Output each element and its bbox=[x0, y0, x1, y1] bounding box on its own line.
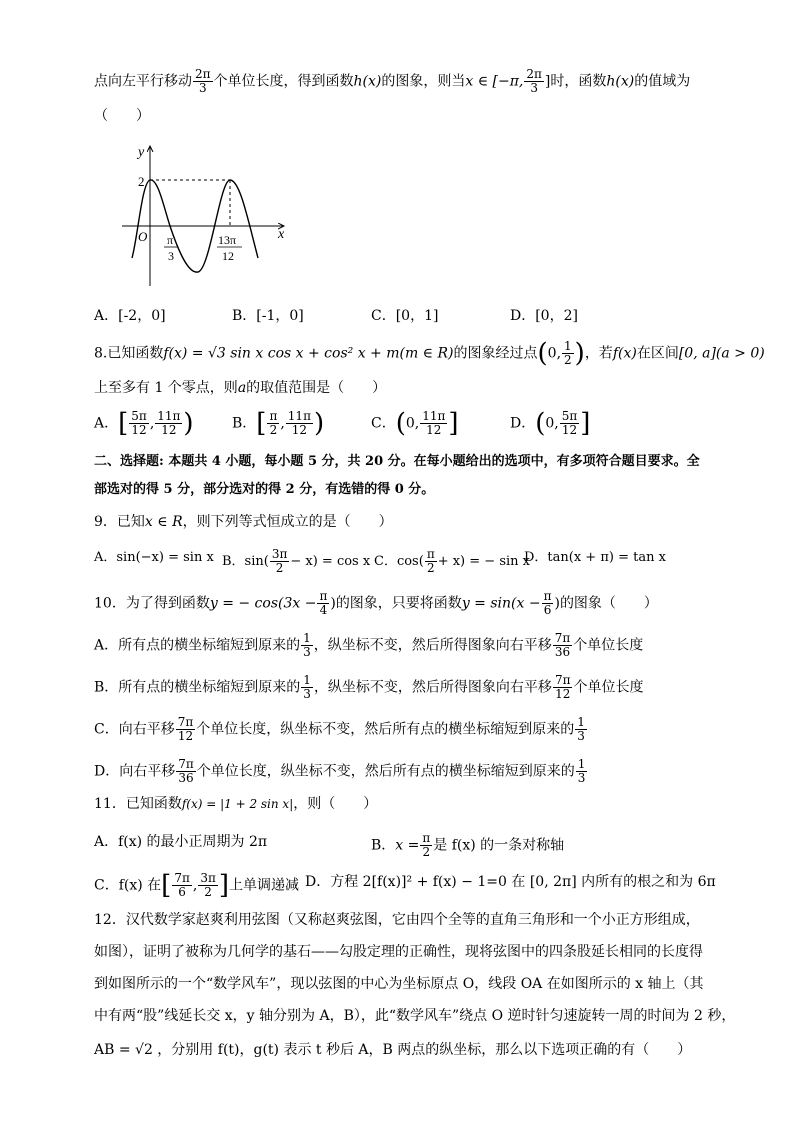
q12-line1: 12．汉代数学家赵爽利用弦图（又称赵爽弦图，它由四个全等的直角三角形和一个小正方形组成， bbox=[94, 912, 700, 928]
q12-line5: AB = √2 ，分别用 f(t)，g(t) 表示 t 秒后 A，B 两点的纵坐标，那么以下选项正确的有（ ） bbox=[94, 1042, 692, 1058]
q7-option-b[interactable]: B．[-1，0] bbox=[232, 308, 304, 324]
x-tick-13pi12-num: 13π bbox=[218, 233, 237, 247]
y-axis-label: y bbox=[138, 145, 145, 160]
q11-option-d[interactable]: D．方程 2[f(x)]² + f(x) − 1=0 在 [0, 2π] 内所有的根之和为 6π bbox=[305, 874, 716, 890]
q11-option-c[interactable]: C．f(x) 在[ $\frac{7\pi}{6}$ , $\frac{3\pi}{2}$ ]上单调递减 bbox=[94, 870, 299, 901]
q10-option-d[interactable]: D．向右平移 $\frac{7\pi}{36}$ 个单位长度，纵坐标不变，然后所有点的横坐标缩短到原来的 $\frac{1}{3}$ bbox=[94, 757, 586, 785]
origin-label: O bbox=[138, 229, 148, 244]
q12-line3: 到如图所示的一个“数学风车”，现以弦图的中心为坐标原点 O，线段 OA 在如图所示的 x 轴上（其 bbox=[94, 976, 704, 992]
section2-instructions-line2: 部选对的得 5 分，部分选对的得 2 分，有选错的得 0 分。 bbox=[94, 482, 435, 497]
q9-option-d[interactable]: D．tan(x + π) = tan x bbox=[524, 550, 666, 565]
q8-option-a[interactable]: A．[ $\frac{5\pi}{12}$ , $\frac{11\pi}{12}$ ) bbox=[94, 408, 194, 439]
section2-instructions-line1: 二、选择题: 本题共 4 小题，每小题 5 分，共 20 分。在每小题给出的选项中，有多项符合题目要求。全 bbox=[94, 454, 700, 469]
q7-stem-line: 点向左平行移动 $\frac{2\pi}{3}$ 个单位长度，得到函数h(x)的图象，则当x ∈ [−π, $\frac{2\pi}{3}$ ]时，函数h(x)的值域为 bbox=[94, 67, 691, 95]
x-axis-label: x bbox=[278, 227, 285, 242]
q11-option-b[interactable]: B．x = $\frac{\pi}{2}$ 是 f(x) 的一条对称轴 bbox=[371, 831, 565, 859]
q8-stem-line: 8.已知函数f(x) = √3 sin x cos x + cos² x + m(m ∈ R)的图象经过点(0, $\frac{1}{2}$ )，若f(x)在区间[0, a](a > 0) bbox=[94, 338, 765, 369]
q9-option-c[interactable]: C．cos( $\frac{\pi}{2}$ + x) = − sin x bbox=[374, 547, 530, 575]
q8-option-b[interactable]: B．[ $\frac{\pi}{2}$ , $\frac{11\pi}{12}$ ) bbox=[232, 408, 325, 439]
q11-stem: 11．已知函数f(x) = |1 + 2 sin x|，则（ ） bbox=[94, 796, 378, 812]
y-tick-2: 2 bbox=[138, 174, 145, 189]
q12-line2: 如图），证明了被称为几何学的基石——勾股定理的正确性，现将弦图中的四条股延长相同的长度得 bbox=[94, 944, 703, 960]
x-tick-pi3-den: 3 bbox=[168, 249, 174, 263]
q7-sine-graph bbox=[118, 140, 293, 290]
q10-option-b[interactable]: B．所有点的横坐标缩短到原来的 $\frac{1}{3}$ ，纵坐标不变，然后所得图象向右平移 $\frac{7\pi}{12}$ 个单位长度 bbox=[94, 673, 644, 701]
q9-option-b[interactable]: B．sin( $\frac{3\pi}{2}$ − x) = cos x bbox=[222, 547, 371, 575]
q7-answer-paren: （ ） bbox=[94, 108, 150, 124]
q9-stem: 9．已知x ∈ R，则下列等式恒成立的是（ ） bbox=[94, 514, 393, 530]
x-tick-pi3-num: π bbox=[167, 233, 174, 247]
q10-option-a[interactable]: A．所有点的横坐标缩短到原来的 $\frac{1}{3}$ ，纵坐标不变，然后所得图象向右平移 $\frac{7\pi}{36}$ 个单位长度 bbox=[94, 631, 644, 659]
q11-option-a[interactable]: A．f(x) 的最小正周期为 2π bbox=[94, 834, 268, 850]
q10-stem: 10．为了得到函数y = − cos(3x − $\frac{\pi}{4}$ )的图象，只要将函数y = sin(x − $\frac{\pi}{6}$ )的图象（ ） bbox=[94, 589, 658, 617]
q7-option-d[interactable]: D．[0，2] bbox=[510, 308, 578, 324]
q10-option-c[interactable]: C．向右平移 $\frac{7\pi}{12}$ 个单位长度，纵坐标不变，然后所有点的横坐标缩短到原来的 $\frac{1}{3}$ bbox=[94, 715, 585, 743]
q12-line4: 中有两“股”线延长交 x，y 轴分别为 A，B），此“数学风车”绕点 O 逆时针匀速旋转一周的时间为 2 秒， bbox=[94, 1008, 736, 1024]
q7-option-c[interactable]: C．[0，1] bbox=[371, 308, 439, 324]
x-tick-13pi12-den: 12 bbox=[222, 249, 234, 263]
q9-option-a[interactable]: A．sin(−x) = sin x bbox=[94, 550, 214, 565]
q8-option-c[interactable]: C．(0, $\frac{11\pi}{12}$ ] bbox=[371, 408, 459, 439]
q7-option-a[interactable]: A．[-2，0] bbox=[94, 308, 166, 324]
q8-option-d[interactable]: D．(0, $\frac{5\pi}{12}$ ] bbox=[510, 408, 591, 439]
q8-stem-line2: 上至多有 1 个零点，则a的取值范围是（ ） bbox=[94, 380, 387, 396]
